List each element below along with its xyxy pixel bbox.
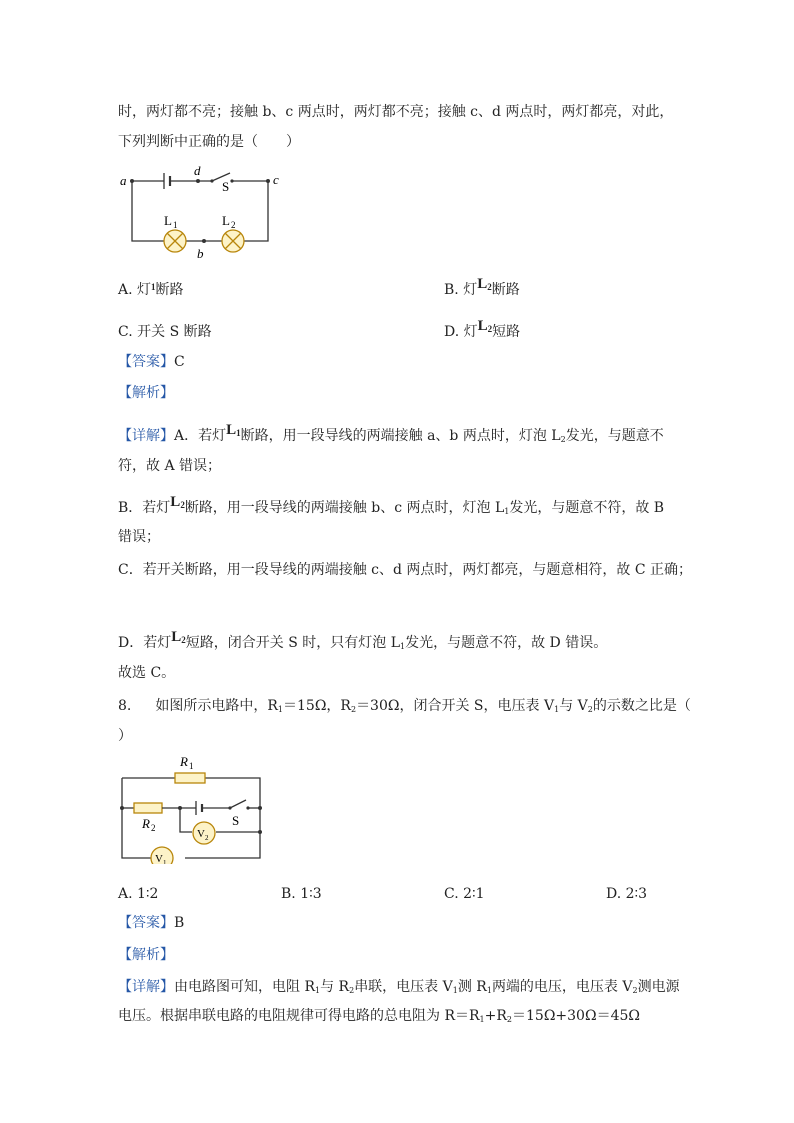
q8-answer: 【答案】B <box>118 915 185 931</box>
label-r1: R <box>180 754 188 769</box>
label-v2-sub: 2 <box>205 834 209 842</box>
q7-circuit-diagram <box>118 164 293 262</box>
q8-detail-line1: 【详解】由电路图可知，电阻 $R_1$与 $R_2$串联，电压表 $V_1$测 $R_1$两端的电压，电压表 $V_2$测电源 <box>118 979 680 995</box>
q7-option-a: A. 灯$_1$断路 <box>118 282 184 298</box>
q8-option-d: D. 2∶3 <box>606 886 648 902</box>
label-d: d <box>194 164 201 178</box>
q7-answer: 【答案】C <box>118 354 185 370</box>
q8-analysis-label: 【解析】 <box>118 947 174 963</box>
label-r1-sub: 1 <box>189 761 194 771</box>
q8-text-line1: 8. 如图所示电路中，$R_1=15\Omega$，$R_2=30\Omega$，闭合开关 S，电压表 $V_1$与 $V_2$的示数之比是（ <box>118 698 691 714</box>
q8-detail-line2: 电压。根据串联电路的电阻规律可得电路的总电阻为 $R=R_1+R_2=15\Omega+30\Omega=45\Omega$ <box>118 1008 640 1024</box>
q8-option-c: C. 2∶1 <box>444 886 485 902</box>
q7-analysis-label: 【解析】 <box>118 385 174 401</box>
label-l2-sub: 2 <box>231 220 236 230</box>
q8-circuit-diagram <box>118 752 268 864</box>
q7-detail-p3: C．若开关断路，用一段导线的两端接触 c、d 两点时，两灯都亮，与题意相符，故 C 正确； <box>118 562 693 578</box>
q8-option-b: B. 1∶3 <box>281 886 322 902</box>
label-r2: R <box>142 816 150 831</box>
q7-detail-p1: 【详解】A．若灯$L_1$断路，用一段导线的两端接触 a、b 两点时，灯泡 $L_2$发光，与题意不 <box>118 422 664 444</box>
q8-option-a: A. 1∶2 <box>118 886 159 902</box>
label-r2-sub: 2 <box>151 823 156 833</box>
label-v1: V <box>155 853 163 864</box>
q7-option-b: B. 灯$L_2$断路 <box>444 276 520 298</box>
label-l2: L <box>222 213 230 228</box>
label-l1: L <box>164 213 172 228</box>
label-l1-sub: 1 <box>173 220 178 230</box>
q7-text-line2: 下列判断中正确的是（ ） <box>118 134 300 150</box>
q7-detail-p2: B．若灯$L_2$断路，用一段导线的两端接触 b、c 两点时，灯泡 $L_1$发光，与题意不符，故 B <box>118 494 665 516</box>
label-b: b <box>197 246 204 261</box>
label-a: a <box>120 173 127 188</box>
q7-option-d: D. 灯$L_2$短路 <box>444 318 521 340</box>
q7-detail-p1-line2: 符，故 A 错误； <box>118 458 222 474</box>
label-v1-sub: 1 <box>163 859 167 864</box>
label-v2: V <box>197 828 205 840</box>
q7-conclusion: 故选 C。 <box>118 665 176 681</box>
label-s: S <box>222 179 230 194</box>
q7-text-line1: 时，两灯都不亮；接触 b、c 两点时，两灯都不亮；接触 c、d 两点时，两灯都亮，对此， <box>118 104 674 120</box>
label-c: c <box>273 172 279 187</box>
q8-text-line2: ） <box>118 728 132 744</box>
q7-option-c: C. 开关 S 断路 <box>118 324 212 340</box>
q7-detail-p4: D．若灯$L_2$短路，闭合开关 S 时，只有灯泡 $L_1$发光，与题意不符，故 D 错误。 <box>118 629 608 651</box>
q7-detail-p2-line2: 错误； <box>118 529 160 545</box>
label-s: S <box>232 813 240 828</box>
